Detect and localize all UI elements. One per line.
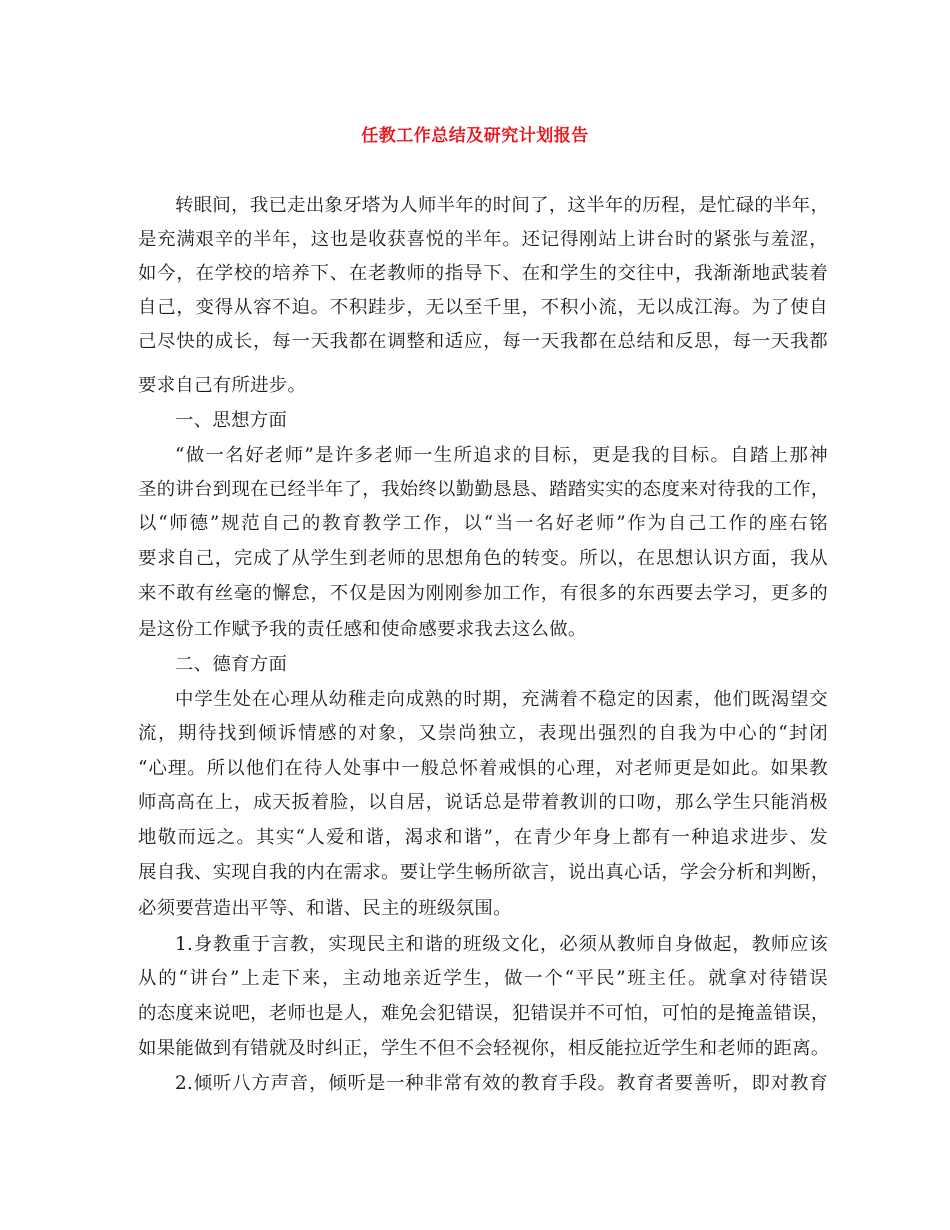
paragraph-line: 是这份工作赋予我的责任感和使命感要求我去这么做。 [138, 619, 587, 640]
paragraph-line: 自己，变得从容不迫。不积跬步，无以至千里，不积小流，无以成江海。为了使自 [138, 297, 828, 318]
paragraph-line: 的态度来说吧，老师也是人，难免会犯错误，犯错误并不可怕，可怕的是掩盖错误， [138, 1003, 830, 1024]
paragraph-line: 从的“讲台”上走下来，主动地亲近学生，做一个“平民”班主任。就拿对待错误 [138, 968, 828, 989]
paragraph-line: 如果能做到有错就及时纠正，学生不但不会轻视你，相反能拉近学生和老师的距离。 [138, 1038, 830, 1059]
paragraph-line: 要求自己有所进步。 [138, 375, 307, 396]
paragraph-line: 己尽快的成长，每一天我都在调整和适应，每一天我都在总结和反思，每一天我都 [138, 331, 828, 352]
paragraph-line: 要求自己，完成了从学生到老师的思想角色的转变。所以，在思想认识方面，我从 [138, 548, 828, 569]
paragraph-line: 是充满艰辛的半年，这也是收获喜悦的半年。还记得刚站上讲台时的紧张与羞涩， [138, 229, 828, 250]
paragraph-line: 圣的讲台到现在已经半年了，我始终以勤勤恳恳、踏踏实实的态度来对待我的工作， [138, 479, 830, 500]
section-heading: 二、德育方面 [175, 654, 288, 675]
paragraph-line: 来不敢有丝毫的懈怠，不仅是因为刚刚参加工作，有很多的东西要去学习，更多的 [138, 583, 828, 604]
paragraph-line: 1.身教重于言教，实现民主和谐的班级文化，必须从教师自身做起，教师应该 [175, 934, 828, 955]
paragraph-line: 如今，在学校的培养下、在老教师的指导下、在和学生的交往中，我渐渐地武装着 [138, 263, 828, 284]
section-heading: 一、思想方面 [175, 410, 288, 431]
paragraph-line: 必须要营造出平等、和谐、民主的班级氛围。 [138, 898, 512, 919]
paragraph-line: “心理。所以他们在待人处事中一般总怀着戒惧的心理，对老师更是如此。如果教 [138, 758, 828, 779]
paragraph-line: 2.倾听八方声音，倾听是一种非常有效的教育手段。教育者要善听，即对教育 [175, 1073, 828, 1094]
paragraph-line: “做一名好老师”是许多老师一生所追求的目标，更是我的目标。自踏上那神 [175, 445, 828, 466]
paragraph-line: 以“师德”规范自己的教育教学工作，以“当一名好老师”作为自己工作的座右铭 [138, 513, 828, 534]
paragraph-line: 中学生处在心理从幼稚走向成熟的时期，充满着不稳定的因素，他们既渴望交 [175, 689, 828, 710]
document-title: 任教工作总结及研究计划报告 [361, 126, 589, 146]
paragraph-line: 转眼间，我已走出象牙塔为人师半年的时间了，这半年的历程，是忙碌的半年， [175, 195, 830, 216]
paragraph-line: 地敬而远之。其实“人爱和谐，渴求和谐”，在青少年身上都有一种追求进步、发 [138, 827, 828, 848]
paragraph-line: 流，期待找到倾诉情感的对象，又崇尚独立，表现出强烈的自我为中心的“封闭 [138, 723, 828, 744]
paragraph-line: 师高高在上，成天扳着脸，以自居，说话总是带着教训的口吻，那么学生只能消极 [138, 792, 828, 813]
paragraph-line: 展自我、实现自我的内在需求。要让学生畅所欲言，说出真心话，学会分析和判断， [138, 862, 830, 883]
